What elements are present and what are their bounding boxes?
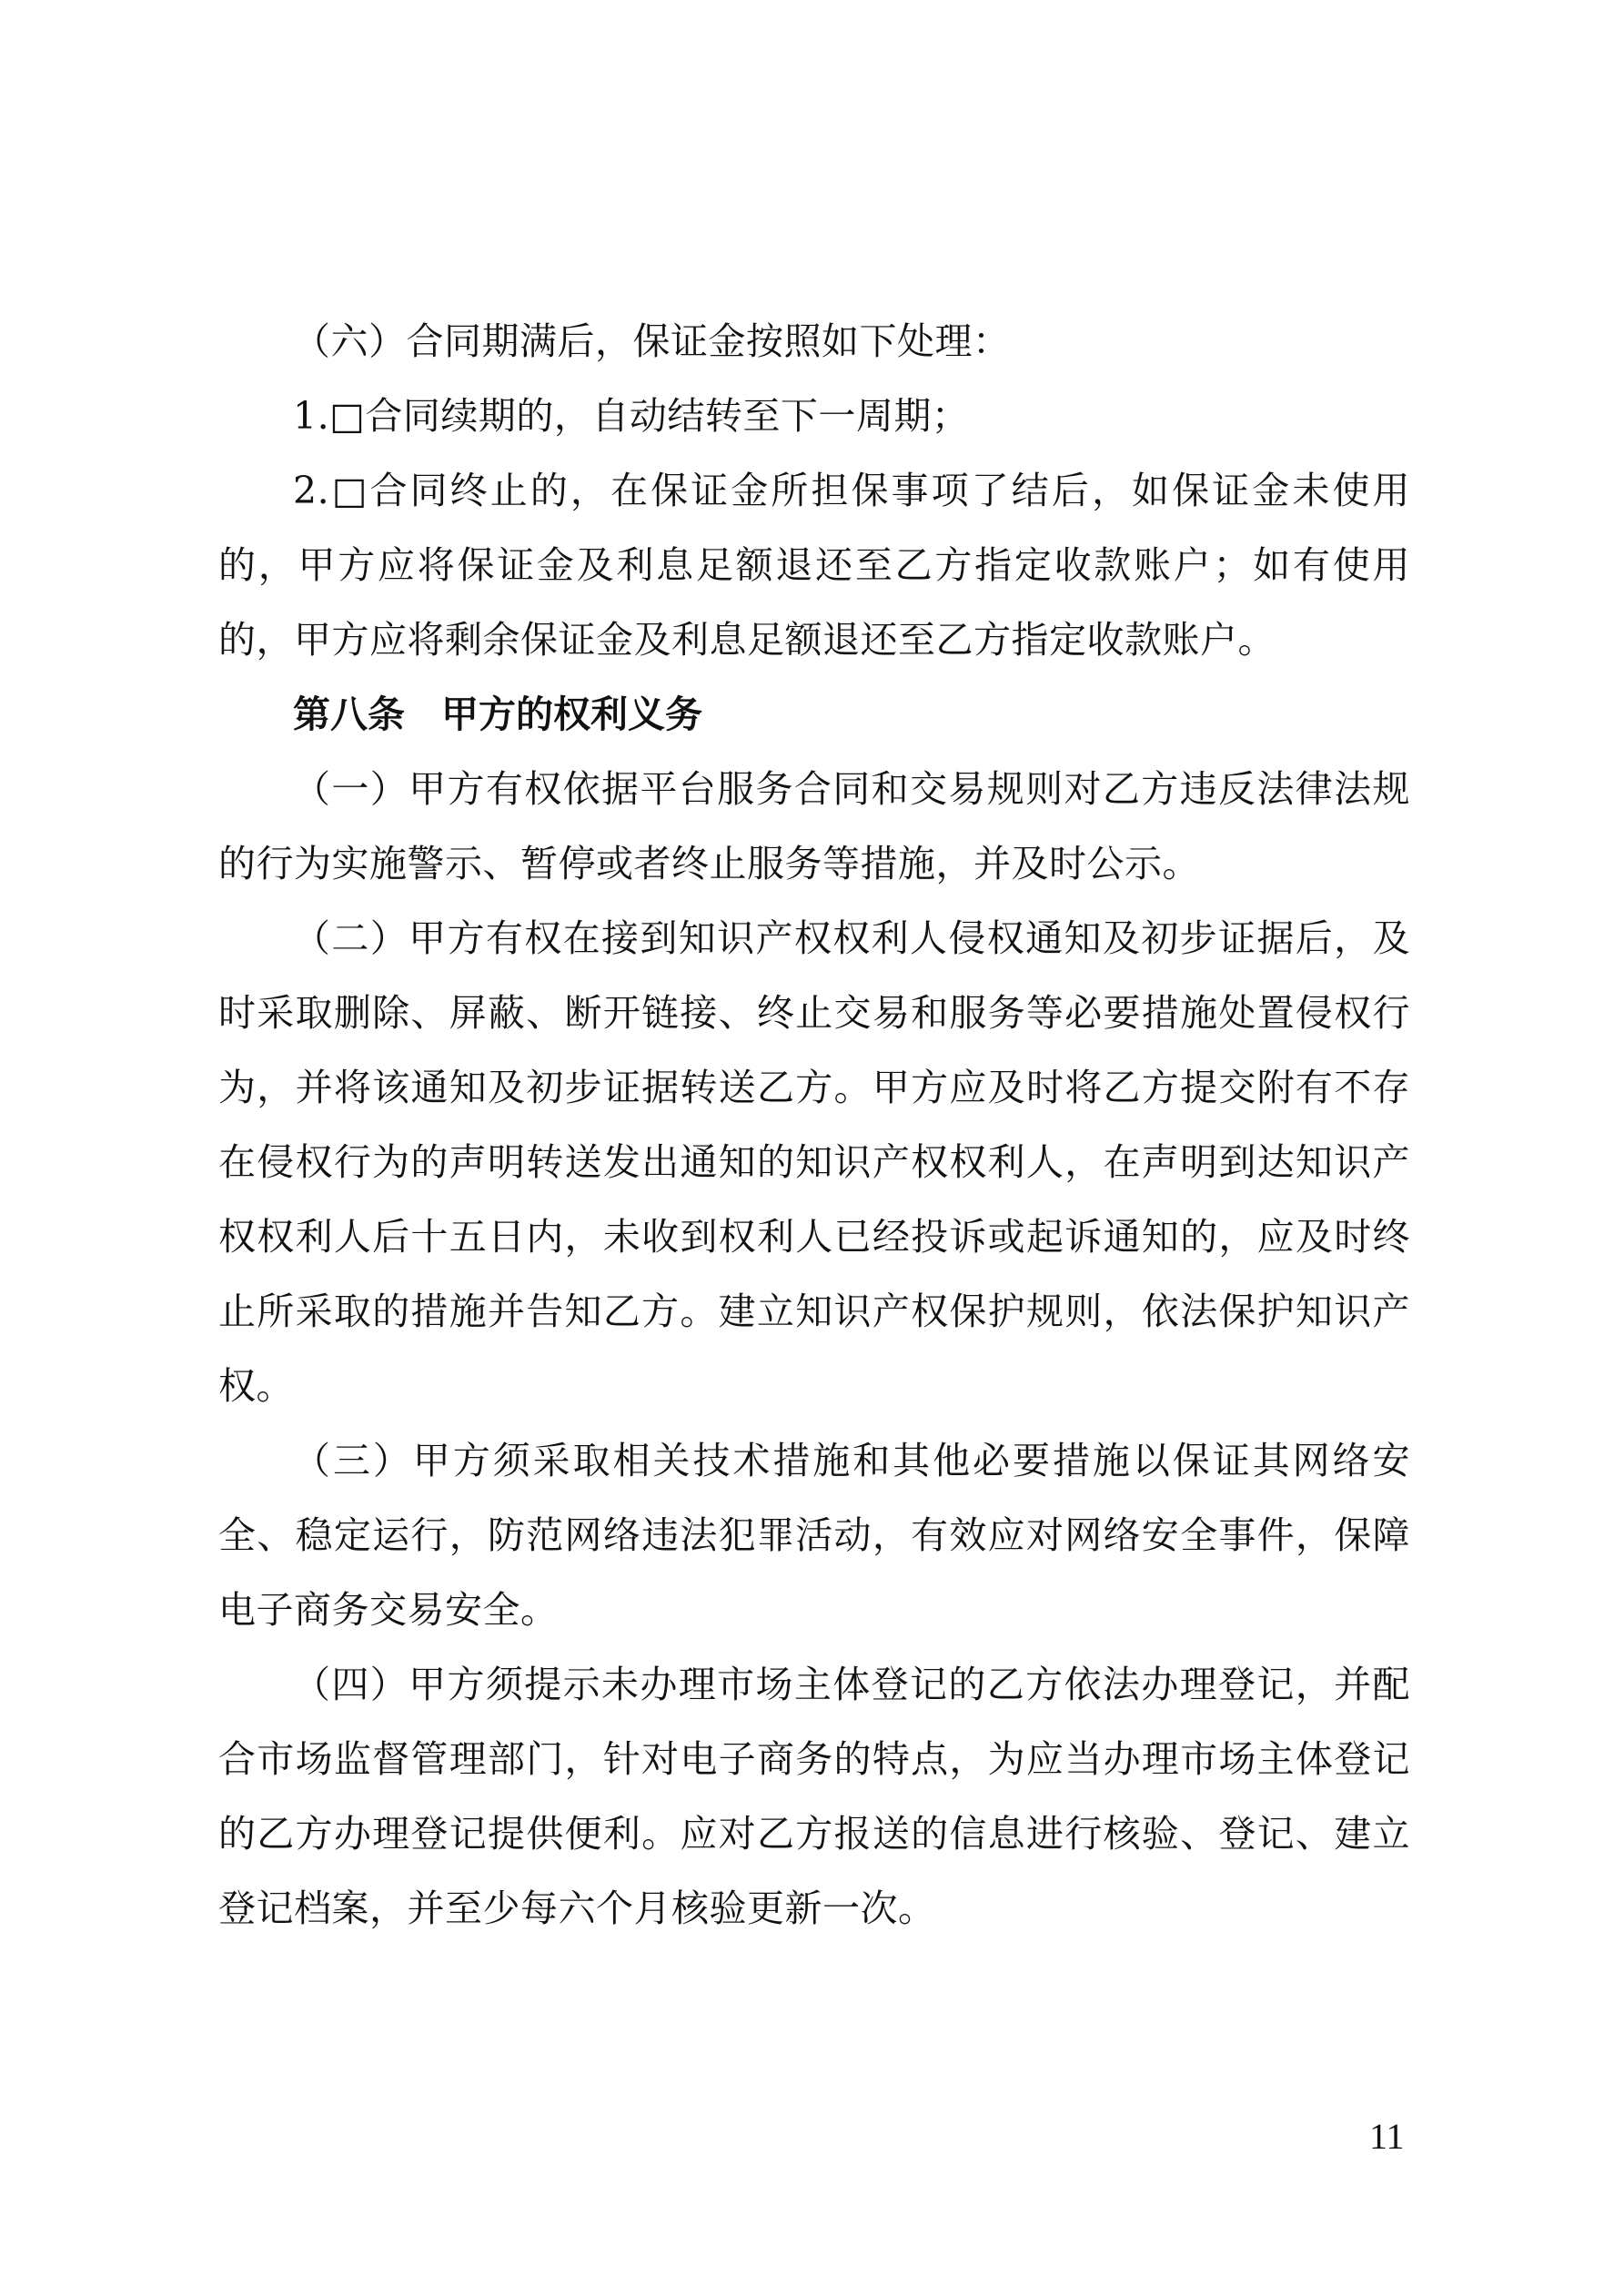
paragraph-right-to-warn: （一）甲方有权依据平台服务合同和交易规则对乙方违反法律法规的行为实施警示、暂停或者终止服务等措施，并及时公示。: [218, 767, 1410, 885]
paragraph-renewal-option: 1.□合同续期的，自动结转至下一周期；: [293, 394, 970, 438]
paragraph-termination-option: 2.□合同终止的，在保证金所担保事项了结后，如保证金未使用的，甲方应将保证金及利息足额退还至乙方指定收款账户；如有使用的，甲方应将剩余保证金及利息足额退还至乙方指定收款账户。: [218, 469, 1410, 662]
paragraph-registration: （四）甲方须提示未办理市场主体登记的乙方依法办理登记，并配合市场监督管理部门，针对电子商务的特点，为应当办理市场主体登记的乙方办理登记提供便利。应对乙方报送的信息进行核验、登记、建立登记档案，并至少每六个月核验更新一次。: [218, 1663, 1410, 1930]
article-heading: [218, 677, 1410, 752]
article-number: 第八条: [293, 693, 405, 736]
paragraph-ip-infringement: （二）甲方有权在接到知识产权权利人侵权通知及初步证据后，及时采取删除、屏蔽、断开链接、终止交易和服务等必要措施处置侵权行为，并将该通知及初步证据转送乙方。甲方应及时将乙方提交附有不存在侵权行为的声明转送发出通知的知识产权权利人，在声明到达知识产权权利人后十五日内，未收到权利人已经投诉或起诉通知的，应及时终止所采取的措施并告知乙方。建立知识产权保护规则，依法保护知识产权。: [218, 916, 1410, 1408]
paragraph-expiry-handling: （六）合同期满后，保证金按照如下处理：: [293, 319, 1011, 363]
article-title: 甲方的权利义务: [441, 693, 702, 736]
document-page: [218, 304, 1410, 1946]
paragraph-network-security: （三）甲方须采取相关技术措施和其他必要措施以保证其网络安全、稳定运行，防范网络违法犯罪活动，有效应对网络安全事件，保障电子商务交易安全。: [218, 1439, 1410, 1632]
page-number: 11: [1369, 2116, 1405, 2157]
